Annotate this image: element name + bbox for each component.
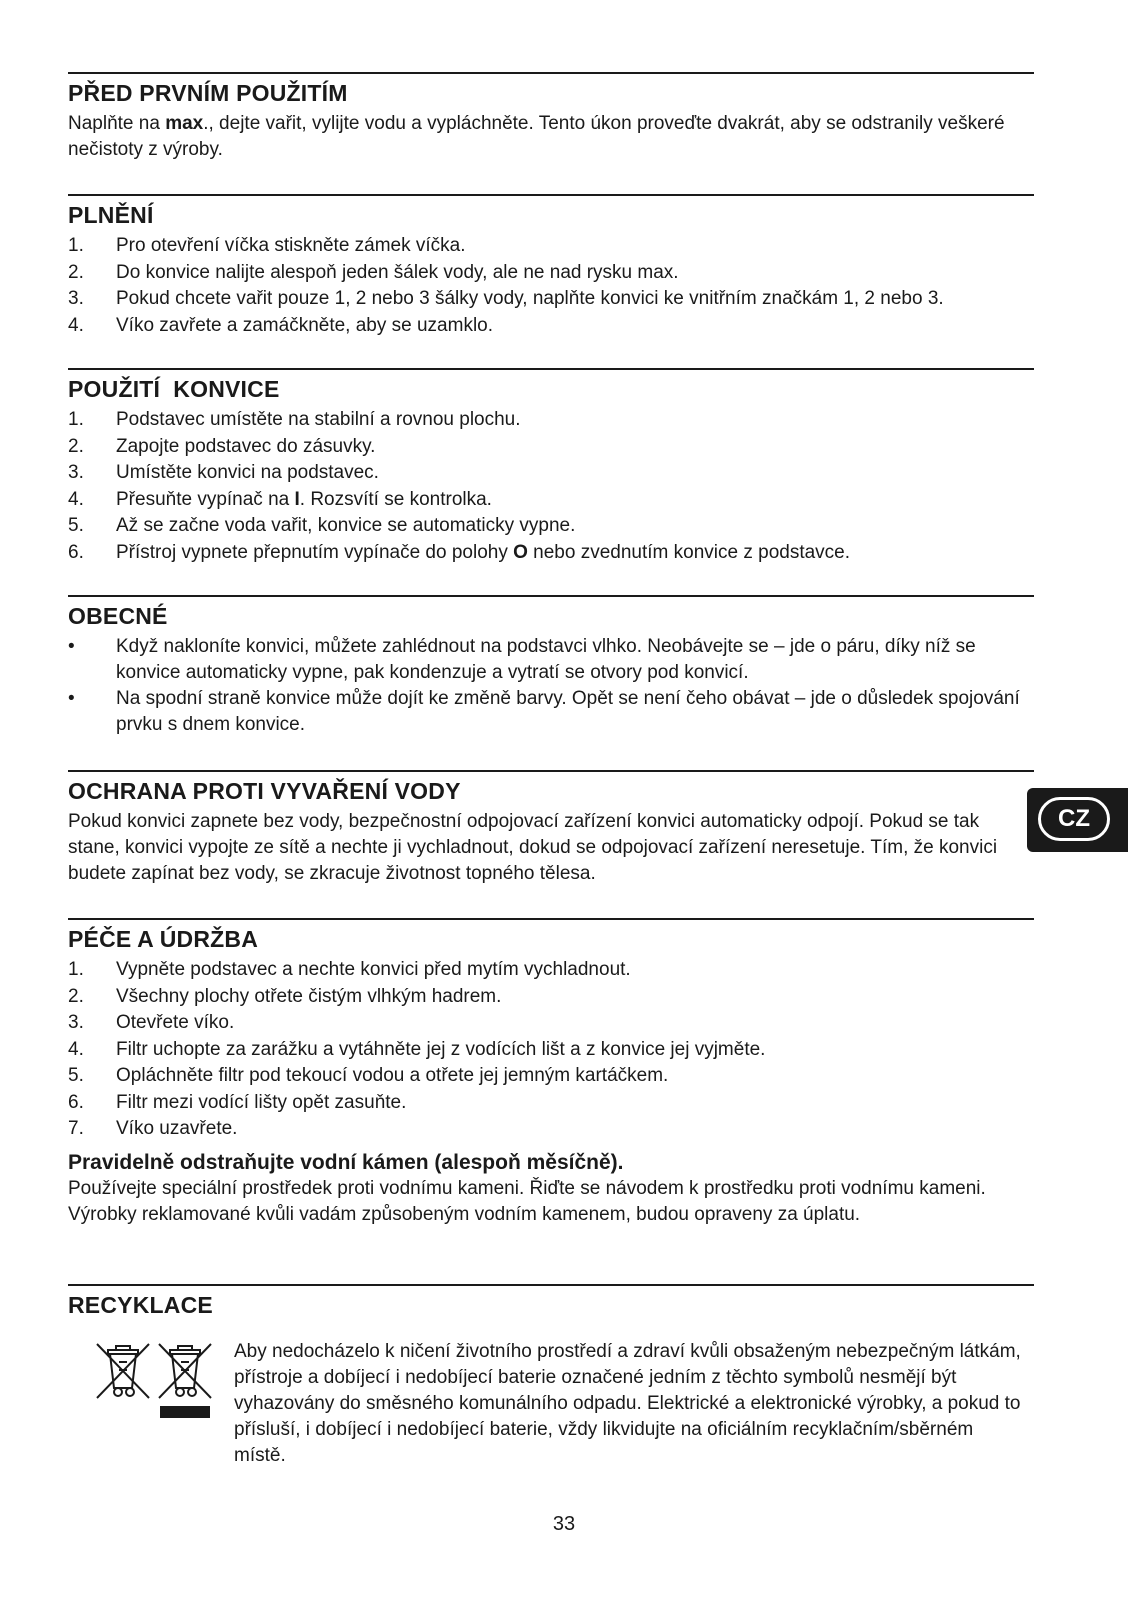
list-item: 4. Víko zavřete a zamáčkněte, aby se uzamklo. [68,314,494,336]
list-item: • Když nakloníte konvici, můžete zahlédnout na podstavci vlhko. Neobávejte se – jde o páru, díky níž se konvice automaticky vypne, pak kondenzuje a vytratí se otvory pod konvicí. [68,636,976,683]
page-number: 33 [552,1513,576,1535]
list-item: 3. Pokud chcete vařit pouze 1, 2 nebo 3 šálky vody, naplňte konvici ke vnitřním značkám 1, 2 nebo 3. [68,288,944,309]
descale-text: Používejte speciální prostředek proti vodnímu kameni. Řiďte se návodem k prostředku proti vodnímu kameni. [68,1177,986,1199]
weee-symbols [94,1340,212,1420]
list-item: 5. Až se začne voda vařit, konvice se automaticky vypne. [68,515,576,536]
weee-bar [160,1406,210,1418]
section-divider [68,918,1034,920]
section-general [68,595,1034,738]
section-boil-dry [68,770,1034,887]
section-divider [68,194,1034,196]
section-title: OBECNÉ [68,603,168,629]
list-item: 7. Víko uzavřete. [68,1118,238,1139]
section-title: PÉČE A ÚDRŽBA [68,926,259,952]
section-using [68,368,1034,566]
crossed-bin-icon [97,1344,149,1398]
section-filling [68,194,1034,339]
section-divider [68,770,1034,772]
language-badge: CZ [1038,797,1110,841]
list-item: 3. Otevřete víko. [68,1012,235,1033]
list-item: 3. Umístěte konvici na podstavec. [68,462,379,483]
section-divider [68,72,1034,74]
section-title: RECYKLACE [68,1292,213,1318]
list-item: 2. Všechny plochy otřete čistým vlhkým hadrem. [68,985,502,1007]
recycling-text: Aby nedocházelo k ničení životního prostředí a zdraví kvůli obsaženým nebezpečným látkám, přístroje a dobíjecí i nedobíjecí baterie označené jedním z těchto symbolů nesmějí být vyhazovány do směsného komunálního odpadu. Elektrické a elektronické výrobky, a pokud to přísluší, i dobíjecí i nedobíjecí baterie, vždy likvidujte na oficiálním recyklačním/sběrném místě. [234,1341,1021,1466]
section-text: Pokud konvici zapnete bez vody, bezpečnostní odpojovací zařízení konvici automaticky odpojí. Pokud se tak stane, konvici vypojte ze sítě a nechte ji vychladnout, dokud se odpojovací zařízení neresetuje. Tím, že konvici budete zapínat bez vody, se zkracuje životnost topného tělesa. [68,811,998,884]
language-tab [1027,788,1128,852]
list-item: 1. Pro otevření víčka stiskněte zámek víčka. [68,235,466,256]
section-divider [68,595,1034,597]
section-title: PŘED PRVNÍM POUŽITÍM [68,80,348,106]
list-item: 4. Přesuňte vypínač na I. Rozsvítí se kontrolka. [68,488,492,510]
section-recycling [68,1284,1034,1323]
section-divider [68,1284,1034,1286]
section-care [68,918,1034,1228]
care-list [68,957,1034,1143]
section-divider [68,368,1034,370]
list-item: 4. Filtr uchopte za zarážku a vytáhněte jej z vodících lišt a z konvice jej vyjměte. [68,1038,766,1060]
section-title: OCHRANA PROTI VYVAŘENÍ VODY [68,778,461,804]
list-item: 2. Zapojte podstavec do zásuvky. [68,435,376,457]
list-item: • Na spodní straně konvice může dojít ke změně barvy. Opět se není čeho obávat – jde o důsledek spojování prvku s dnem konvice. [68,688,1020,735]
section-title: PLNĚNÍ [68,202,154,228]
list-item: 6. Filtr mezi vodící lišty opět zasuňte. [68,1091,407,1113]
general-list [68,634,1034,738]
warranty-text: Výrobky reklamované kvůli vadám způsobeným vodním kamenem, budou opraveny za úplatu. [68,1203,861,1225]
list-item: 5. Opláchněte filtr pod tekoucí vodou a otřete jej jemným kartáčkem. [68,1065,669,1086]
section-text: Naplňte na max., dejte vařit, vylijte vodu a vypláchněte. Tento úkon proveďte dvakrát, aby se odstranily veškeré nečistoty z výroby. [68,113,1005,160]
crossed-bin-with-bar-icon [159,1344,211,1398]
descale-subheading: Pravidelně odstraňujte vodní kámen (alespoň měsíčně). [68,1150,624,1174]
section-title: POUŽITÍ KONVICE [68,376,280,402]
list-item: 6. Přístroj vypnete přepnutím vypínače do polohy O nebo zvednutím konvice z podstavce. [68,541,851,563]
filling-list [68,233,1034,339]
list-item: 1. Podstavec umístěte na stabilní a rovnou plochu. [68,409,521,430]
list-item: 1. Vypněte podstavec a nechte konvici před mytím vychladnout. [68,959,631,980]
list-item: 2. Do konvice nalijte alespoň jeden šálek vody, ale ne nad rysku max. [68,261,679,283]
using-list [68,407,1034,566]
section-before-first-use [68,72,1034,163]
